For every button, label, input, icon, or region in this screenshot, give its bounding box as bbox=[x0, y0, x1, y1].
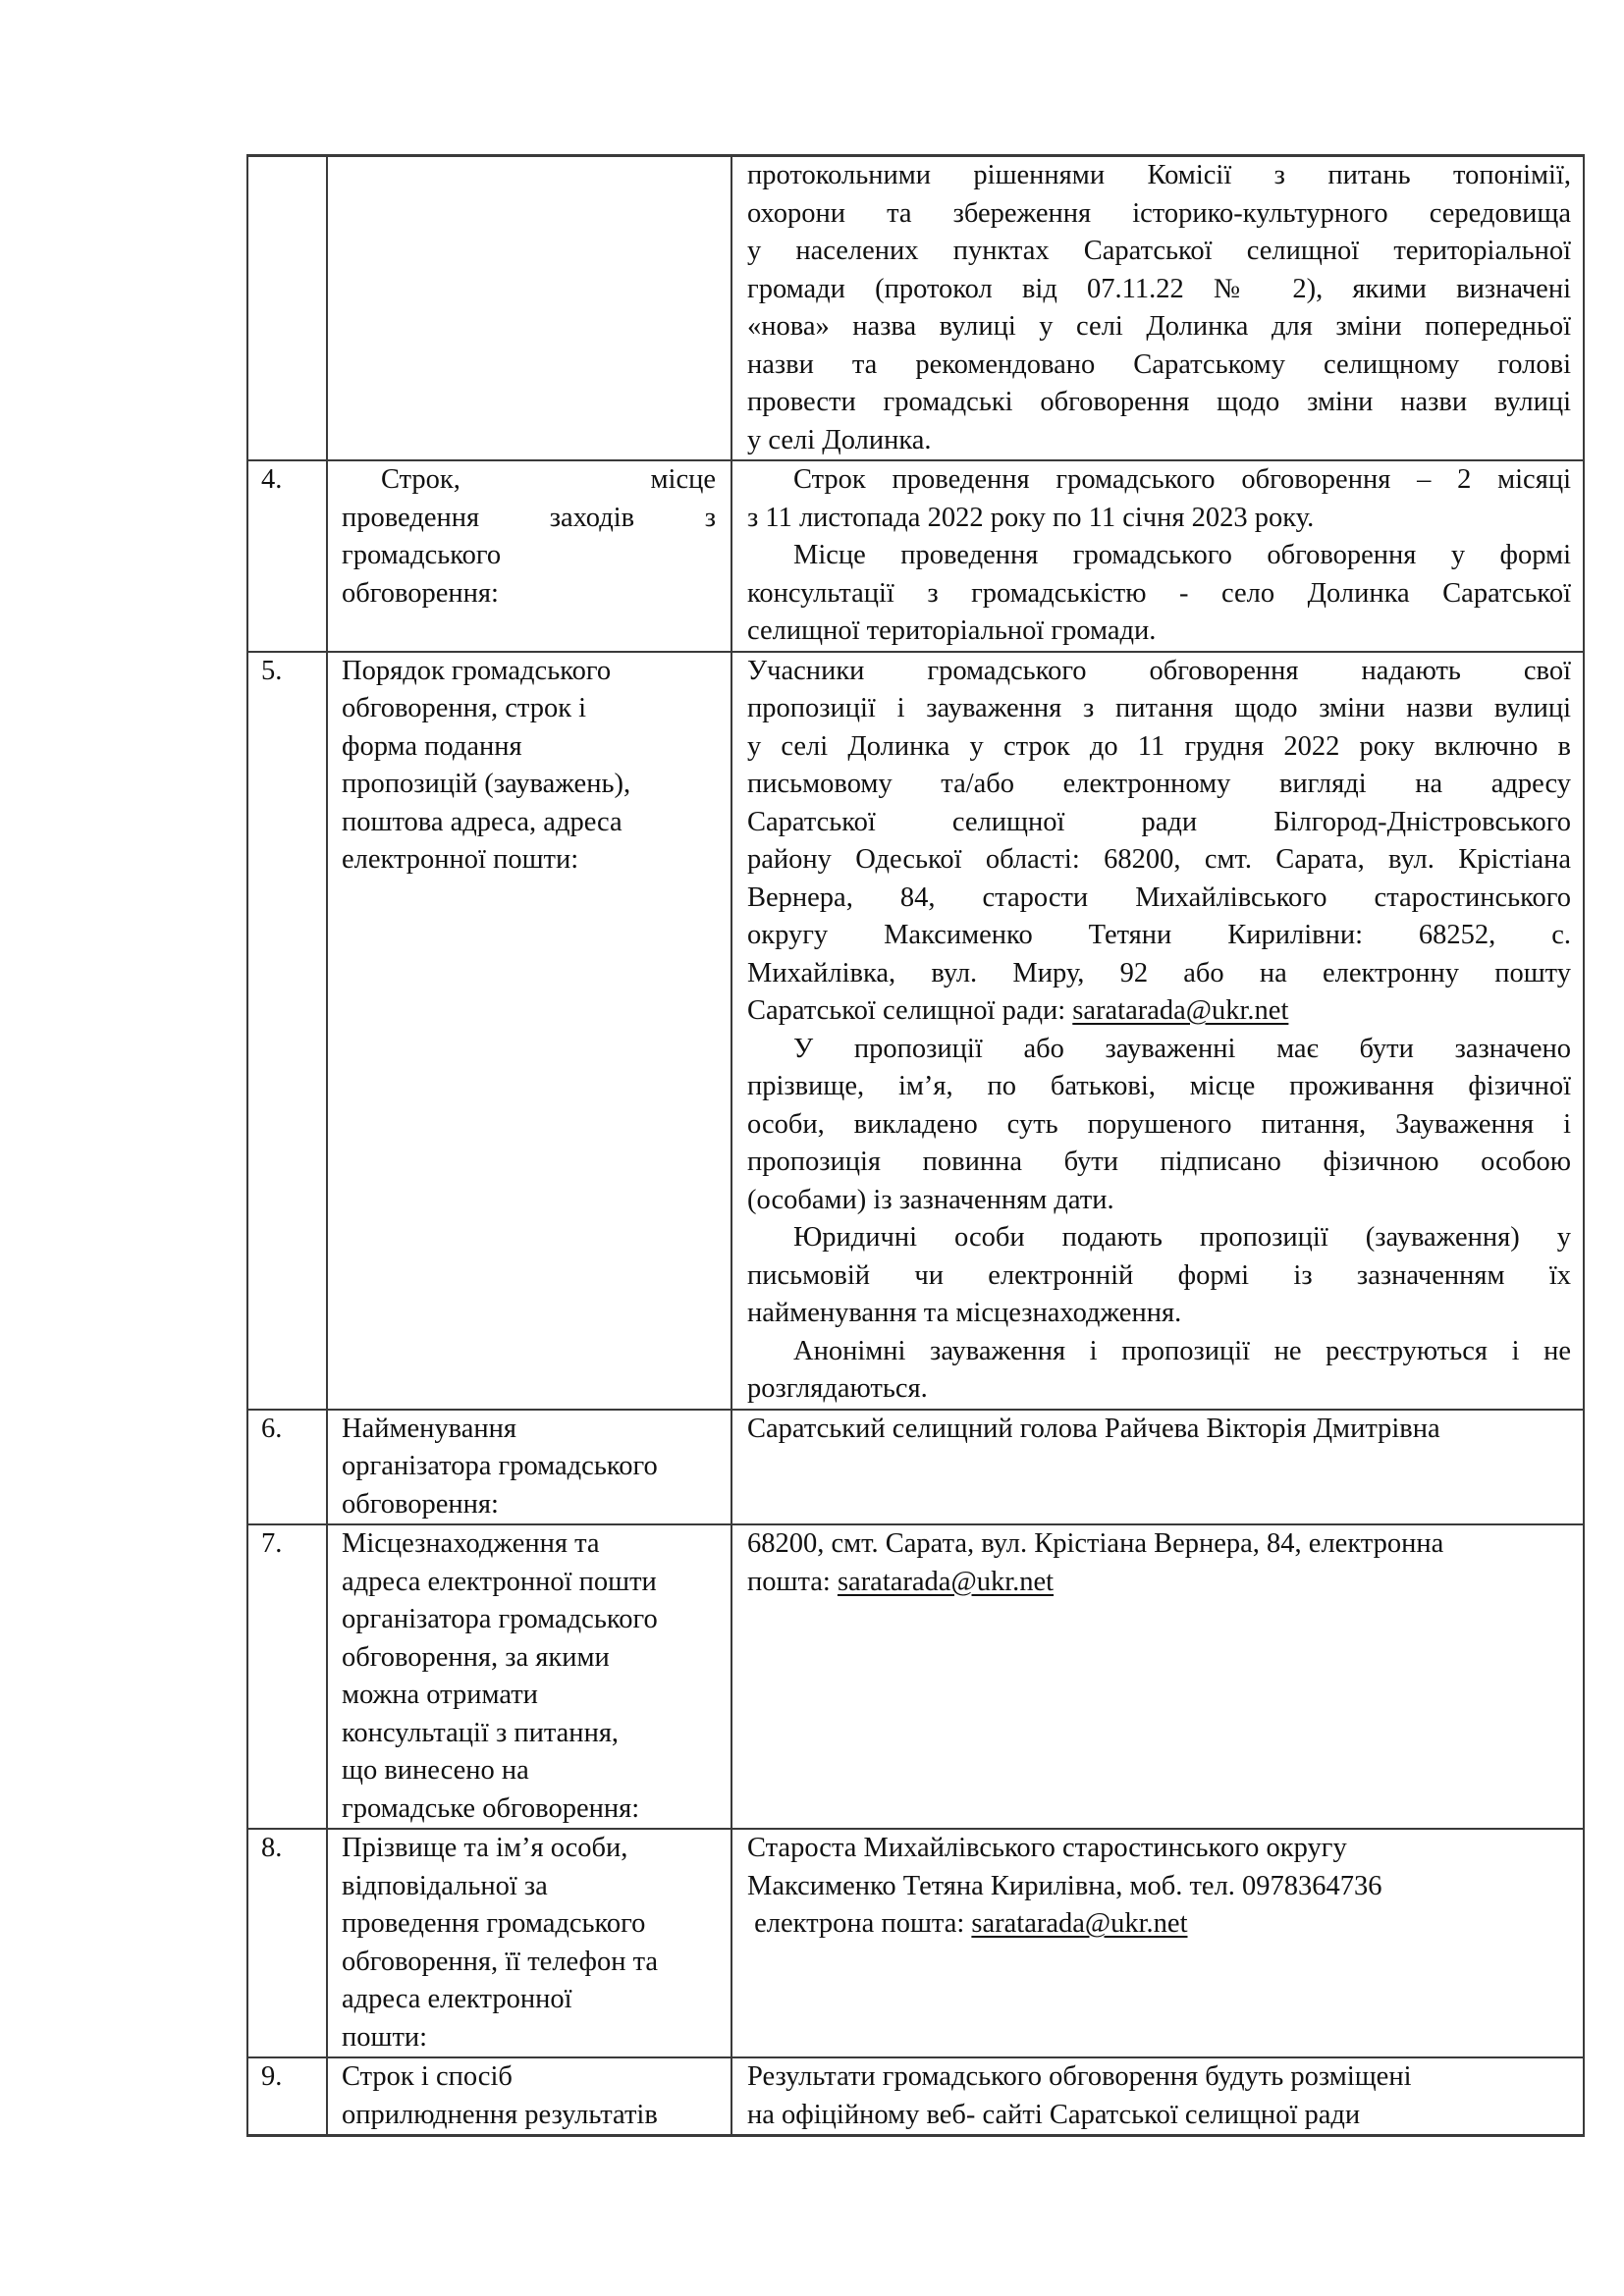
row-number-cell bbox=[247, 156, 327, 461]
table-row-3-continuation bbox=[247, 156, 1584, 461]
email-link[interactable]: saratarada@ukr.net bbox=[837, 1566, 1055, 1597]
text-line: округу Максименко Тетяни Кирилівни: 68252, с. bbox=[747, 920, 1571, 950]
label-line: Прізвище та ім’я особи, bbox=[342, 1833, 628, 1863]
label-line: громадське обговорення: bbox=[342, 1792, 640, 1824]
label-line: Строк і спосіб bbox=[342, 2061, 513, 2092]
text-line: пропозиції і зауваження з питання щодо зміни назви вулиці bbox=[747, 693, 1571, 723]
text-line: Строк проведення громадського обговорення – 2 місяці bbox=[793, 464, 1571, 495]
row-content-cell bbox=[731, 156, 1584, 461]
table-row-8 bbox=[247, 1829, 1584, 2057]
text-line: пропозиція повинна бути підписано фізичною особою bbox=[747, 1147, 1571, 1177]
label-line: форма подання bbox=[342, 730, 522, 762]
submission-paragraph bbox=[747, 653, 1571, 1031]
text-line: найменування та місцезнаходження. bbox=[747, 1298, 1182, 1328]
place-paragraph bbox=[747, 537, 1571, 651]
text-line bbox=[747, 1564, 1571, 1602]
email-prefix: Саратської селищної ради: bbox=[747, 995, 1073, 1026]
row-content-cell bbox=[731, 1524, 1584, 1829]
responsible-person-phone: Максименко Тетяна Кирилівна, моб. тел. 0978364736 bbox=[747, 1870, 1382, 1901]
text-line: Вернера, 84, старости Михайлівського старостинського bbox=[747, 881, 1571, 913]
text-line: протокольними рішеннями Комісії з питань топонімії, bbox=[747, 160, 1571, 190]
table-row-9 bbox=[247, 2057, 1584, 2136]
label-line: адреса електронної bbox=[342, 1984, 572, 2014]
text-line: селищної територіальної громади. bbox=[747, 615, 1157, 646]
text-line: прізвище, ім’я, по батькові, місце проживання фізичної bbox=[747, 1071, 1571, 1101]
label-line: відповідальної за bbox=[342, 1870, 548, 1901]
organizer-name: Саратський селищний голова Райчева Вікторія Дмитрівна bbox=[747, 1413, 1440, 1444]
label-line: Найменування bbox=[342, 1413, 517, 1444]
table-row-4 bbox=[247, 460, 1584, 652]
text-line: «нова» назва вулиці у селі Долинка для зміни попередньої bbox=[747, 311, 1571, 342]
label-line: пропозицій (зауважень), bbox=[342, 769, 631, 799]
text-line: охорони та збереження історико-культурного середовища bbox=[747, 197, 1571, 229]
text-line: провести громадські обговорення щодо зміни назви вулиці bbox=[747, 387, 1571, 417]
text-line bbox=[747, 1905, 1571, 1944]
text-line: особи, викладено суть порушеного питання, Зауваження і bbox=[747, 1108, 1571, 1140]
label-line: консультації з питання, bbox=[342, 1717, 620, 1748]
basis-paragraph bbox=[747, 157, 1571, 459]
text-line: з 11 листопада 2022 року по 11 січня 2023 року. bbox=[747, 502, 1315, 533]
label-line: обговорення, строк і bbox=[342, 693, 587, 723]
text-line: розглядаються. bbox=[747, 1373, 928, 1404]
table-row-6 bbox=[247, 1410, 1584, 1525]
label-line: Місцезнаходження та bbox=[342, 1528, 600, 1559]
row-label-cell bbox=[327, 460, 731, 652]
row-content-cell bbox=[731, 1410, 1584, 1525]
consultation-details-table bbox=[246, 154, 1585, 2137]
text-line: У пропозиції або зауваженні має бути зазначено bbox=[793, 1033, 1571, 1064]
label-line: організатора громадського bbox=[342, 1451, 658, 1481]
anonymous-paragraph bbox=[747, 1333, 1571, 1409]
text-line: у селі Долинка у строк до 11 грудня 2022 року включно в bbox=[747, 730, 1571, 762]
label-line: обговорення: bbox=[342, 577, 499, 609]
label-line: адреса електронної пошти bbox=[342, 1566, 657, 1597]
label-line: електронної пошти: bbox=[342, 844, 579, 875]
row-label-cell bbox=[327, 1524, 731, 1829]
label-line: обговорення, її телефон та bbox=[342, 1946, 659, 1977]
label-line: обговорення: bbox=[342, 1488, 499, 1520]
label-line: обговорення, за якими bbox=[342, 1641, 610, 1673]
text-line: Саратської селищної ради Білгород-Дністровського bbox=[747, 806, 1571, 837]
row-content-cell bbox=[731, 2057, 1584, 2136]
text-line: письмовій чи електронній формі із зазначенням їх bbox=[747, 1259, 1571, 1291]
label-line: Строк, місце bbox=[381, 464, 716, 495]
organizer-address: 68200, смт. Сарата, вул. Крістіана Вернера, 84, електронна bbox=[747, 1528, 1444, 1559]
responsible-person-title: Староста Михайлівського старостинського округу bbox=[747, 1833, 1347, 1863]
table-row-5 bbox=[247, 652, 1584, 1410]
email-prefix: електрона пошта: bbox=[747, 1908, 972, 1939]
row-number: 8. bbox=[247, 1829, 327, 2057]
text-line: консультації з громадськістю - село Долинка Саратської bbox=[747, 577, 1571, 609]
requirements-paragraph bbox=[747, 1031, 1571, 1220]
label-line: проведення громадського bbox=[342, 1908, 646, 1939]
text-line: письмовому та/або електронному вигляді на адресу bbox=[747, 769, 1571, 799]
text-line: Юридичні особи подають пропозиції (зауваження) у bbox=[793, 1222, 1571, 1253]
row-content-cell bbox=[731, 652, 1584, 1410]
label-line: можна отримати bbox=[342, 1680, 538, 1710]
label-line: поштова адреса, адреса bbox=[342, 806, 623, 837]
text-line: (особами) із зазначенням дати. bbox=[747, 1184, 1114, 1215]
row-label-cell bbox=[327, 2057, 731, 2136]
term-paragraph bbox=[747, 461, 1571, 537]
text-line: на офіційному веб- сайті Саратської селищної ради bbox=[747, 2099, 1361, 2130]
label-line: Порядок громадського bbox=[342, 655, 612, 686]
label-line: що винесено на bbox=[342, 1755, 529, 1786]
text-line: назви та рекомендовано Саратському селищному голові bbox=[747, 348, 1571, 380]
text-line bbox=[747, 992, 1571, 1031]
label-line: громадського bbox=[342, 540, 502, 570]
text-line: громади (протокол від 07.11.22 № 2), якими визначені bbox=[747, 273, 1571, 304]
label-line: оприлюднення результатів bbox=[342, 2099, 658, 2130]
row-number: 4. bbox=[247, 460, 327, 652]
text-line: Місце проведення громадського обговорення у формі bbox=[793, 540, 1571, 570]
table-row-7 bbox=[247, 1524, 1584, 1829]
email-prefix: пошта: bbox=[747, 1566, 838, 1597]
text-line: у населених пунктах Саратської селищної територіальної bbox=[747, 236, 1571, 266]
row-label-cell bbox=[327, 1410, 731, 1525]
label-line: пошти: bbox=[342, 2021, 428, 2053]
text-line: Анонімні зауваження і пропозиції не реєструються і не bbox=[793, 1335, 1571, 1366]
row-number: 6. bbox=[247, 1410, 327, 1525]
row-number: 5. bbox=[247, 652, 327, 1410]
legal-entities-paragraph bbox=[747, 1219, 1571, 1333]
row-content-cell bbox=[731, 1829, 1584, 2057]
label-line: проведення заходів з bbox=[342, 502, 716, 533]
email-link[interactable]: saratarada@ukr.net bbox=[1072, 995, 1289, 1026]
row-label-cell bbox=[327, 652, 731, 1410]
row-label-cell bbox=[327, 156, 731, 461]
email-link[interactable]: saratarada@ukr.net bbox=[971, 1908, 1188, 1939]
text-line: району Одеської області: 68200, смт. Сарата, вул. Крістіана bbox=[747, 844, 1571, 875]
row-label-cell bbox=[327, 1829, 731, 2057]
text-line: у селі Долинка. bbox=[747, 424, 932, 455]
text-line: Михайлівка, вул. Миру, 92 або на електронну пошту bbox=[747, 957, 1571, 988]
text-line: Учасники громадського обговорення надають свої bbox=[747, 655, 1571, 686]
text-line: Результати громадського обговорення будуть розміщені bbox=[747, 2061, 1412, 2092]
row-number: 7. bbox=[247, 1524, 327, 1829]
row-number: 9. bbox=[247, 2057, 327, 2136]
label-line: організатора громадського bbox=[342, 1604, 658, 1634]
row-content-cell bbox=[731, 460, 1584, 652]
